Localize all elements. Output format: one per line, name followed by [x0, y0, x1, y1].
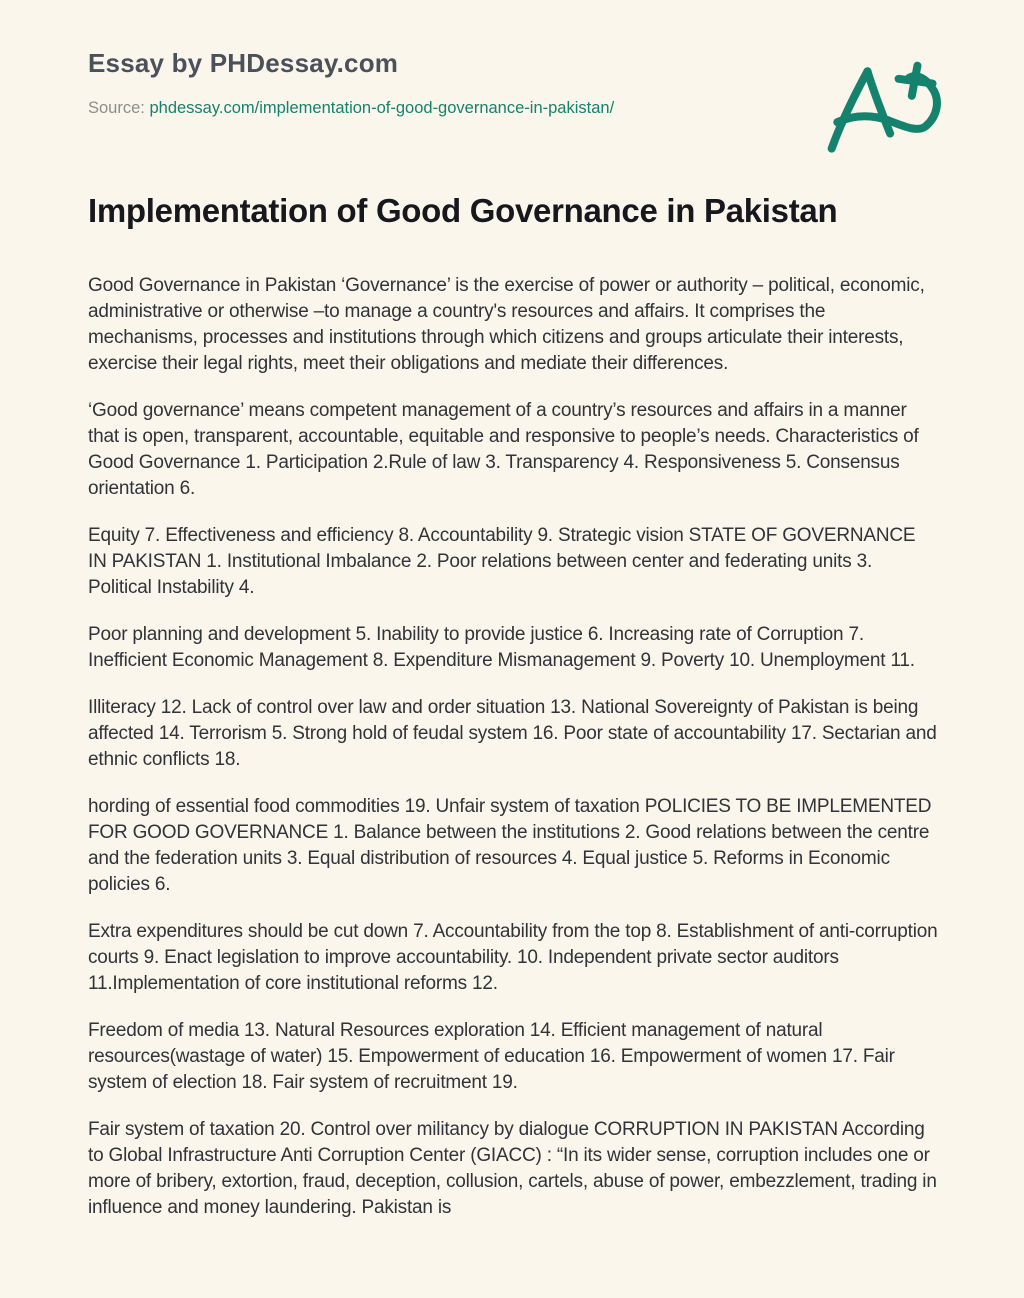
essay-title: Implementation of Good Governance in Pakistan	[88, 192, 838, 229]
phdessay-a-plus-logo-icon	[826, 60, 958, 158]
essay-body	[88, 273, 938, 1242]
essay-paragraph: Poor planning and development 5. Inability to provide justice 6. Increasing rate of Corruption 7. Inefficient Economic Management 8. Expenditure Mismanagement 9. Poverty 10. Unemployment 11.	[88, 624, 915, 671]
source-line	[88, 97, 938, 119]
essay-paragraph: ‘Good governance’ means competent management of a country’s resources and affairs in a manner that is open, transparent, accountable, equitable and responsive to people’s needs. Characteristics of Good Governance 1. Participation 2.Rule of law 3. Transparency 4. Responsiveness 5. Consensus orientation 6.	[88, 400, 919, 499]
essay-paragraph: Fair system of taxation 20. Control over militancy by dialogue CORRUPTION IN PAKISTAN According to Global Infrastructure Anti Corruption Center (GIACC) : “In its wider sense, corruption includes one or more of bribery, extortion, fraud, deception, collusion, cartels, abuse of power, embezzlement, trading in influence and money laundering. Pakistan is	[88, 1119, 937, 1218]
essay-paragraph: Illiteracy 12. Lack of control over law and order situation 13. National Sovereignty of Pakistan is being affected 14. Terrorism 5. Strong hold of feudal system 16. Poor state of accountability 17. Sectarian and ethnic conflicts 18.	[88, 697, 937, 770]
source-url-link[interactable]: phdessay.com/implementation-of-good-governance-in-pakistan/	[149, 99, 615, 117]
site-header-title: Essay by PHDessay.com	[88, 48, 399, 78]
essay-paragraph: Good Governance in Pakistan ‘Governance’ is the exercise of power or authority – political, economic, administrative or otherwise –to manage a country's resources and affairs. It comprises the mechanisms, processes and institutions through which citizens and groups articulate their interests, exercise their legal rights, meet their obligations and mediate their differences.	[88, 275, 925, 374]
essay-paragraph: Freedom of media 13. Natural Resources exploration 14. Efficient management of natural resources(wastage of water) 15. Empowerment of education 16. Empowerment of women 17. Fair system of election 18. Fair system of recruitment 19.	[88, 1020, 895, 1093]
source-label: Source:	[88, 99, 145, 117]
essay-paragraph: Extra expenditures should be cut down 7. Accountability from the top 8. Establishment of anti-corruption courts 9. Enact legislation to improve accountability. 10. Independent private sector auditors 11.Implementation of core institutional reforms 12.	[88, 921, 938, 994]
essay-paragraph: hording of essential food commodities 19. Unfair system of taxation POLICIES TO BE IMPLEMENTED FOR GOOD GOVERNANCE 1. Balance between the institutions 2. Good relations between the centre and the federation units 3. Equal distribution of resources 4. Equal justice 5. Reforms in Economic policies 6.	[88, 796, 932, 895]
essay-paragraph: Equity 7. Effectiveness and efficiency 8. Accountability 9. Strategic vision STATE OF GOVERNANCE IN PAKISTAN 1. Institutional Imbalance 2. Poor relations between center and federating units 3. Political Instability 4.	[88, 525, 916, 598]
